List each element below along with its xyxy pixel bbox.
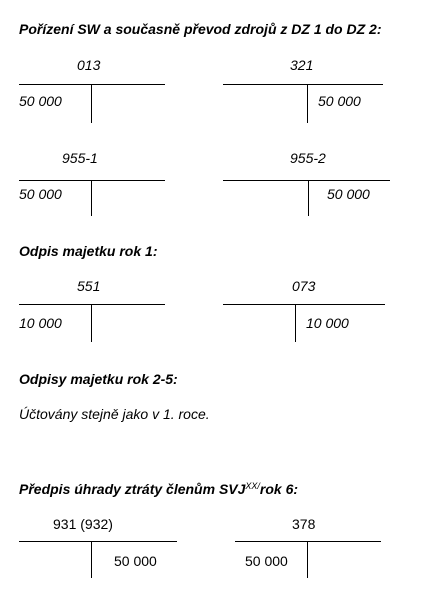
heading-text: Předpis úhrady ztráty členům SVJ [19, 481, 246, 497]
t-account-073 [223, 278, 385, 342]
t-account-debit: 50 000 [19, 186, 62, 202]
t-account-955-2 [223, 150, 390, 216]
t-account-credit: 50 000 [114, 553, 157, 569]
t-account-vline [91, 180, 92, 216]
section-heading-depreciation-year-1: Odpis majetku rok 1: [19, 243, 158, 259]
t-account-debit: 50 000 [19, 93, 62, 109]
section-heading-acquisition: Pořízení SW a současně převod zdrojů z DZ 1 do DZ 2: [19, 21, 382, 37]
t-account-credit: 50 000 [318, 93, 361, 109]
t-account-hline [19, 180, 165, 181]
t-account-hline [223, 180, 390, 181]
t-account-vline [295, 304, 296, 342]
t-account-378 [235, 516, 381, 578]
t-account-vline [307, 84, 308, 123]
t-account-debit: 50 000 [245, 553, 288, 569]
depreciation-note: Účtovány stejně jako v 1. roce. [19, 406, 210, 422]
section-heading-depreciation-years-2-5: Odpisy majetku rok 2-5: [19, 371, 178, 387]
t-account-debit: 10 000 [19, 315, 62, 331]
t-account-title: 551 [77, 278, 101, 294]
t-account-013 [19, 57, 165, 123]
t-account-hline [19, 84, 165, 85]
t-account-title: 378 [292, 516, 316, 532]
t-account-931 [19, 516, 177, 578]
t-account-551 [19, 278, 165, 342]
t-account-title: 931 (932) [53, 516, 113, 532]
t-account-title: 955-1 [62, 150, 98, 166]
t-account-hline [19, 541, 177, 542]
t-account-hline [223, 84, 383, 85]
t-account-vline [307, 541, 308, 578]
t-account-955-1 [19, 150, 165, 216]
t-account-credit: 50 000 [327, 186, 370, 202]
t-account-hline [223, 304, 385, 305]
t-account-title: 955-2 [290, 150, 326, 166]
t-account-hline [235, 541, 381, 542]
t-account-vline [91, 541, 92, 578]
t-account-vline [91, 304, 92, 342]
t-account-vline [91, 84, 92, 123]
t-account-title: 321 [290, 57, 314, 73]
t-account-321 [223, 57, 383, 123]
t-account-title: 073 [292, 278, 316, 294]
section-heading-loss-settlement [19, 481, 298, 497]
heading-text-suffix: rok 6: [259, 481, 299, 497]
heading-superscript: XX/ [245, 481, 260, 491]
t-account-hline [19, 304, 165, 305]
t-account-vline [308, 180, 309, 216]
t-account-credit: 10 000 [306, 315, 349, 331]
t-account-title: 013 [77, 57, 101, 73]
